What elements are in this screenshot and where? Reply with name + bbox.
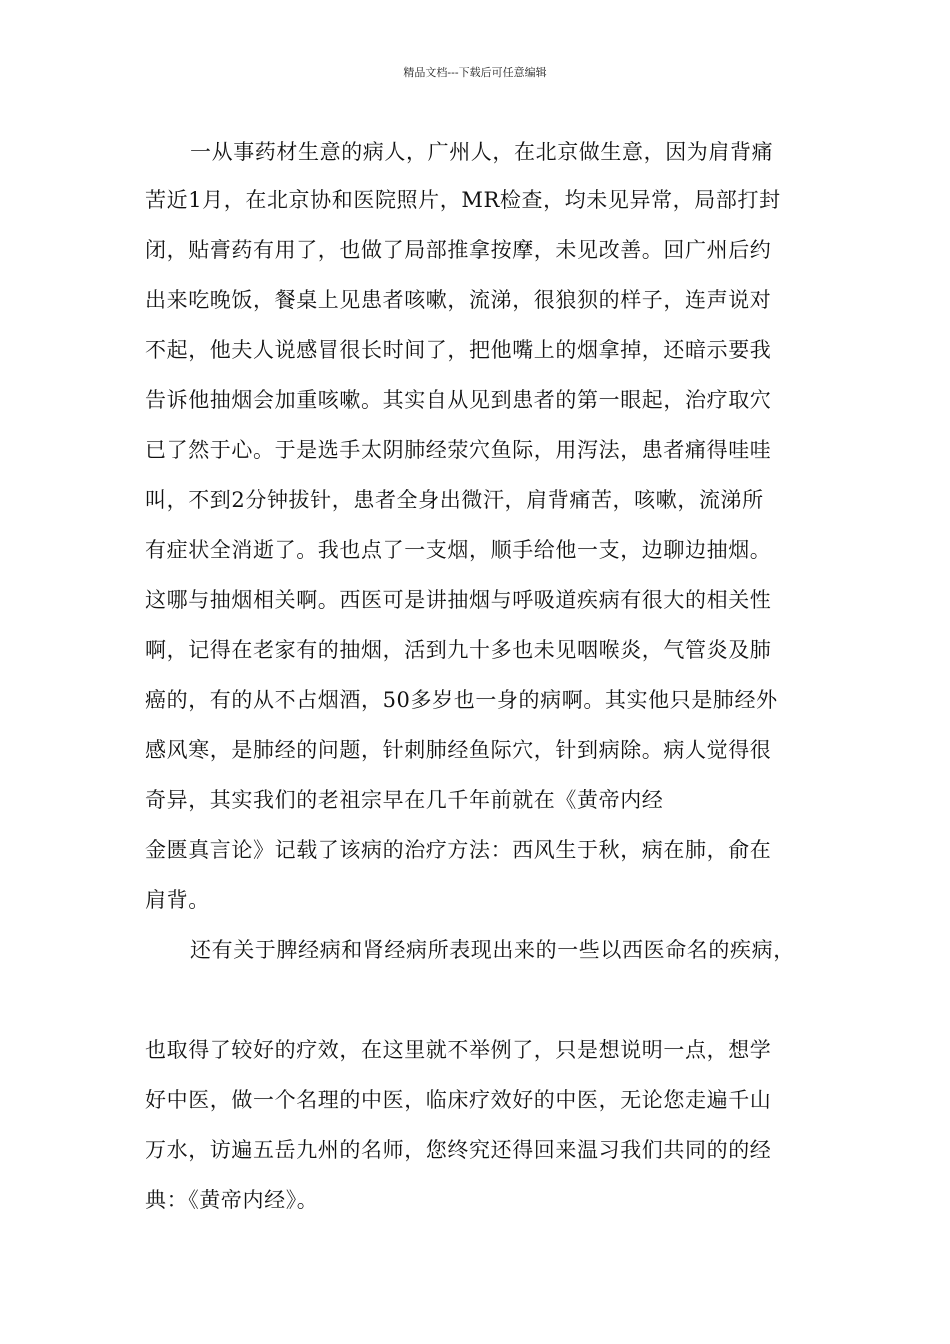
body-line: 告诉他抽烟会加重咳嗽。其实自从见到患者的第一眼起，治疗取穴: [145, 388, 772, 412]
body-line: 癌的，有的从不占烟酒，50多岁也一身的病啊。其实他只是肺经外: [145, 688, 778, 712]
body-line: 好中医，做一个名理的中医，临床疗效好的中医，无论您走遍千山: [145, 1088, 772, 1112]
body-line: 奇异，其实我们的老祖宗早在几千年前就在《黄帝内经: [145, 788, 664, 812]
body-line: 出来吃晚饭，餐桌上见患者咳嗽，流涕，很狼狈的样子，连声说对: [145, 288, 772, 312]
body-line: 苦近1月，在北京协和医院照片，MR检查，均未见异常，局部打封: [145, 188, 781, 212]
body-line: 还有关于脾经病和肾经病所表现出来的一些以西医命名的疾病，: [190, 938, 795, 962]
body-line: 典：《黄帝内经》。: [145, 1188, 319, 1212]
body-line: 叫，不到2分钟拔针，患者全身出微汗，肩背痛苦，咳嗽，流涕所: [145, 488, 764, 512]
body-line: 万水，访遍五岳九州的名师，您终究还得回来温习我们共同的的经: [145, 1138, 772, 1162]
body-line: 不起，他夫人说感冒很长时间了，把他嘴上的烟拿掉，还暗示要我: [145, 338, 772, 362]
body-line: 金匮真言论》记载了该病的治疗方法：西风生于秋，病在肺，俞在: [145, 838, 772, 862]
page-header: 精品文档---下载后可任意编辑: [403, 66, 547, 79]
body-line: 有症状全消逝了。我也点了一支烟，顺手给他一支，边聊边抽烟。: [145, 538, 772, 562]
body-line: 啊，记得在老家有的抽烟，活到九十多也未见咽喉炎，气管炎及肺: [145, 638, 772, 662]
body-line: 已了然于心。于是选手太阴肺经荥穴鱼际，用泻法，患者痛得哇哇: [145, 438, 772, 462]
body-line: 肩背。: [145, 888, 210, 912]
body-line: 也取得了较好的疗效，在这里就不举例了，只是想说明一点，想学: [145, 1038, 772, 1062]
body-line: 这哪与抽烟相关啊。西医可是讲抽烟与呼吸道疾病有很大的相关性: [145, 588, 772, 612]
body-line: 一从事药材生意的病人，广州人，在北京做生意，因为肩背痛: [190, 140, 774, 164]
body-line: 感风寒，是肺经的问题，针刺肺经鱼际穴，针到病除。病人觉得很: [145, 738, 772, 762]
body-line: 闭，贴膏药有用了，也做了局部推拿按摩，未见改善。回广州后约: [145, 238, 772, 262]
